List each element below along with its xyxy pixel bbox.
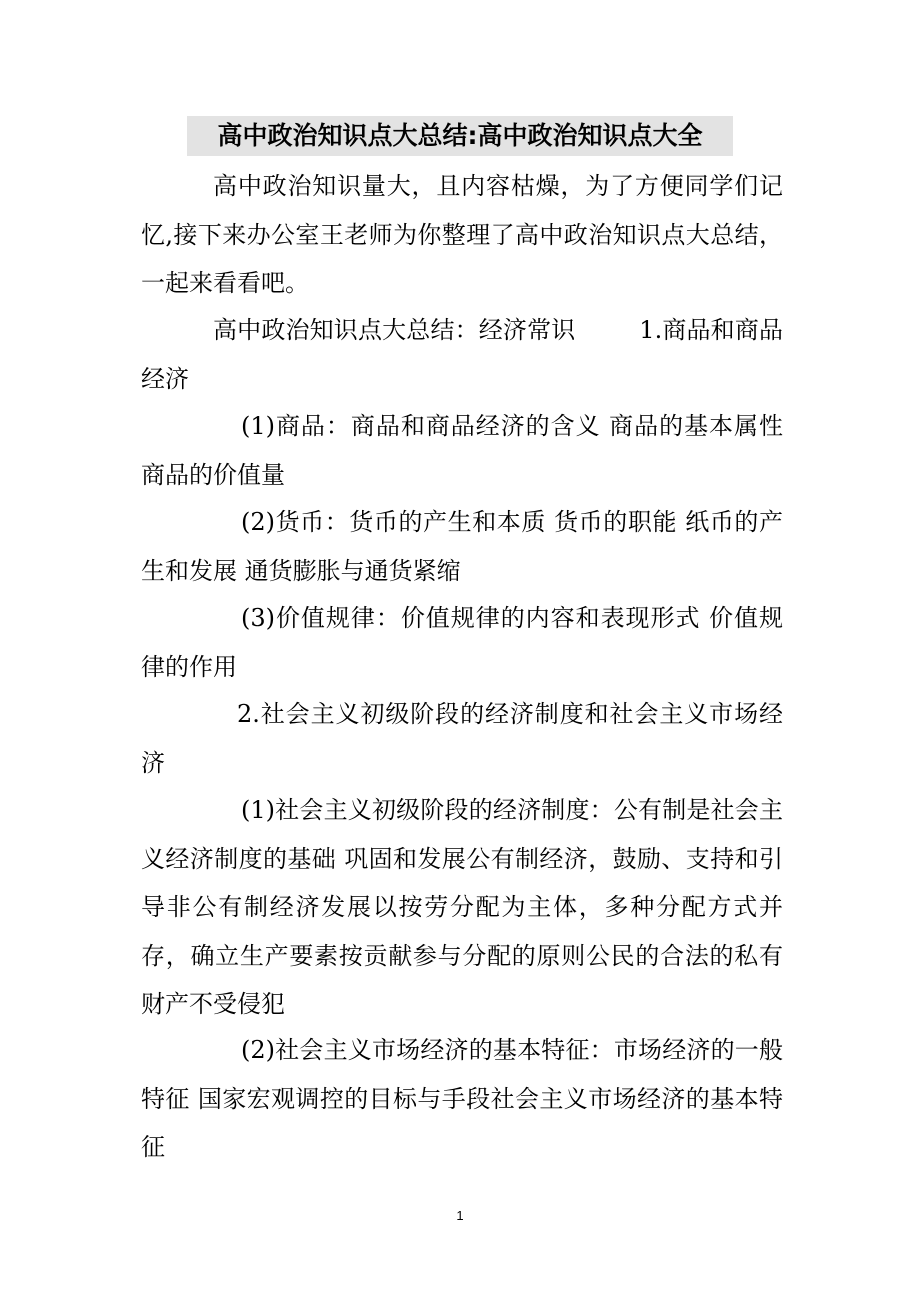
intro-paragraph: 高中政治知识量大，且内容枯燥，为了方便同学们记忆,接下来办公室王老师为你整理了高中政治知识点大总结，一起来看看吧。: [141, 172, 783, 298]
currency-block: [141, 498, 783, 595]
commodity-paragraph: (1)商品：商品和商品经济的含义 商品的基本属性 商品的价值量: [141, 412, 783, 489]
document-title: 高中政治知识点大总结:高中政治知识点大全: [187, 116, 733, 156]
market-economy-block: [141, 1026, 783, 1172]
value-law-paragraph: (3)价值规律：价值规律的内容和表现形式 价值规律的作用: [141, 604, 783, 681]
section2-heading-paragraph: 2.社会主义初级阶段的经济制度和社会主义市场经济: [141, 700, 783, 777]
currency-paragraph: (2)货币：货币的产生和本质 货币的职能 纸币的产生和发展 通货膨胀与通货紧缩: [141, 508, 783, 585]
intro-paragraph-block: [141, 162, 783, 308]
commodity-block: [141, 402, 783, 499]
economics-heading-block: [141, 306, 783, 403]
market-economy-paragraph: (2)社会主义市场经济的基本特征：市场经济的一般特征 国家宏观调控的目标与手段社会主义市场经济的基本特征: [141, 1036, 783, 1162]
page-number: 1: [456, 1208, 464, 1223]
economic-system-block: [141, 786, 783, 1029]
value-law-block: [141, 594, 783, 691]
economic-system-paragraph: (1)社会主义初级阶段的经济制度：公有制是社会主义经济制度的基础 巩固和发展公有制经济，鼓励、支持和引导非公有制经济发展以按劳分配为主体，多种分配方式并存，确立生产要素按贡献参与分配的原则公民的合法的私有财产不受侵犯: [141, 796, 783, 1019]
economics-heading-paragraph: 高中政治知识点大总结：经济常识 1.商品和商品经济: [141, 316, 783, 393]
section2-block: [141, 690, 783, 787]
